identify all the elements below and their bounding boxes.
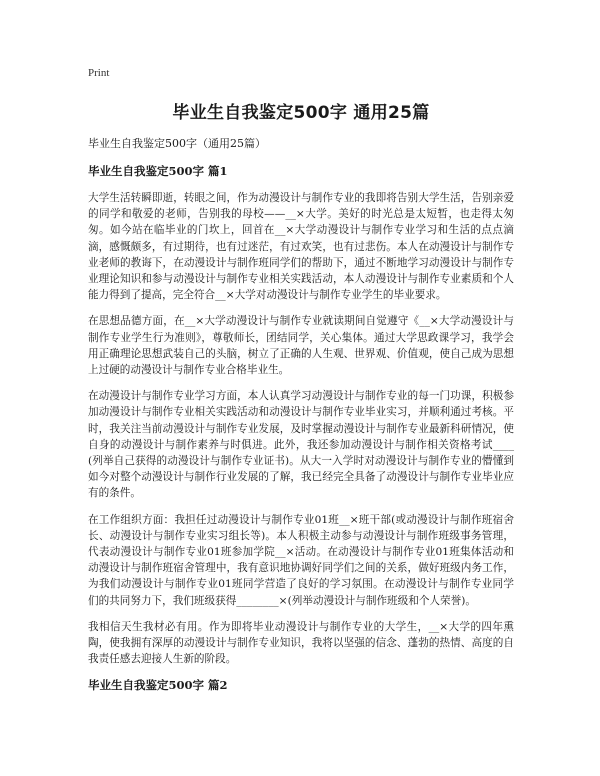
paragraph: 在工作组织方面：我担任过动漫设计与制作专业01班__×班干部(或动漫设计与制作班宿舍长、动漫设计与制作专业实习组长等)。本人积极主动参与动漫设计与制作班级事务管理，代表动漫设计与制作专业01班参加学院__×活动。在动漫设计与制作专业01班集体活动和动漫设计与制作班宿舍管理中，我有意识地协调好同学们之间的关系，做好班级内务工作，为我们动漫设计与制作专业01班同学营造了良好的学习氛围。在动漫设计与制作专业同学们的共同努力下，我们班级获得________×(列举动漫设计与制作班级和个人荣誉)。 xyxy=(88,513,514,607)
paragraph: 我相信天生我材必有用。作为即将毕业动漫设计与制作专业的大学生，__×大学的四年熏陶，使我拥有深厚的动漫设计与制作专业知识，我将以坚强的信念、蓬勃的热情、高度的自我责任感去迎接人生新的阶段。 xyxy=(88,620,514,666)
paragraph: 在动漫设计与制作专业学习方面，本人认真学习动漫设计与制作专业的每一门功课，积极参加动漫设计与制作专业相关实践活动和动漫设计与制作专业毕业实习，并顺利通过考核。平时，我关注当前动漫设计与制作专业发展，及时掌握动漫设计与制作专业最新科研情况，使自身的动漫设计与制作素养与时俱进。此外，我还参加动漫设计与制作相关资格考试____(列举自己获得的动漫设计与制作专业证书)。从大一入学时对动漫设计与制作专业的懵懂到如今对整个动漫设计与制作行业发展的了解，我已经完全具备了动漫设计与制作专业毕业应有的条件。 xyxy=(88,390,514,500)
section-1 xyxy=(88,163,514,667)
page-title: 毕业生自我鉴定500字 通用25篇 xyxy=(172,103,430,123)
section-heading: 毕业生自我鉴定500字 篇1 xyxy=(88,164,228,178)
section-2 xyxy=(88,677,514,693)
section-heading: 毕业生自我鉴定500字 篇2 xyxy=(88,678,228,693)
paragraph: 大学生活转瞬即逝，转眼之间，作为动漫设计与制作专业的我即将告别大学生活，告别亲爱的同学和敬爱的老师，告别我的母校——__×大学。美好的时光总是太短暂，也走得太匆匆。如今站在临毕业的门坎上，回首在__×大学动漫设计与制作专业学习和生活的点点滴滴，感慨颇多，有过期待，也有过迷茫，有过欢笑，也有过悲伤。本人在动漫设计与制作专业老师的教诲下，在动漫设计与制作班同学们的帮助下，通过不断地学习动漫设计与制作专业理论知识和参与动漫设计与制作专业相关实践活动，本人动漫设计与制作专业素质和个人能力得到了提高，完全符合__×大学对动漫设计与制作专业学生的毕业要求。 xyxy=(88,192,514,302)
print-label: Print xyxy=(88,67,110,79)
paragraph: 在思想品德方面，在__×大学动漫设计与制作专业就读期间自觉遵守《__×大学动漫设计与制作专业学生行为准则》，尊敬师长，团结同学，关心集体。通过大学思政课学习，我学会用正确理论思想武装自己的头脑，树立了正确的人生观、世界观、价值观，使自己成为思想上过硬的动漫设计与制作专业合格毕业生。 xyxy=(88,315,514,377)
document-subtitle: 毕业生自我鉴定500字（通用25篇） xyxy=(88,137,266,150)
